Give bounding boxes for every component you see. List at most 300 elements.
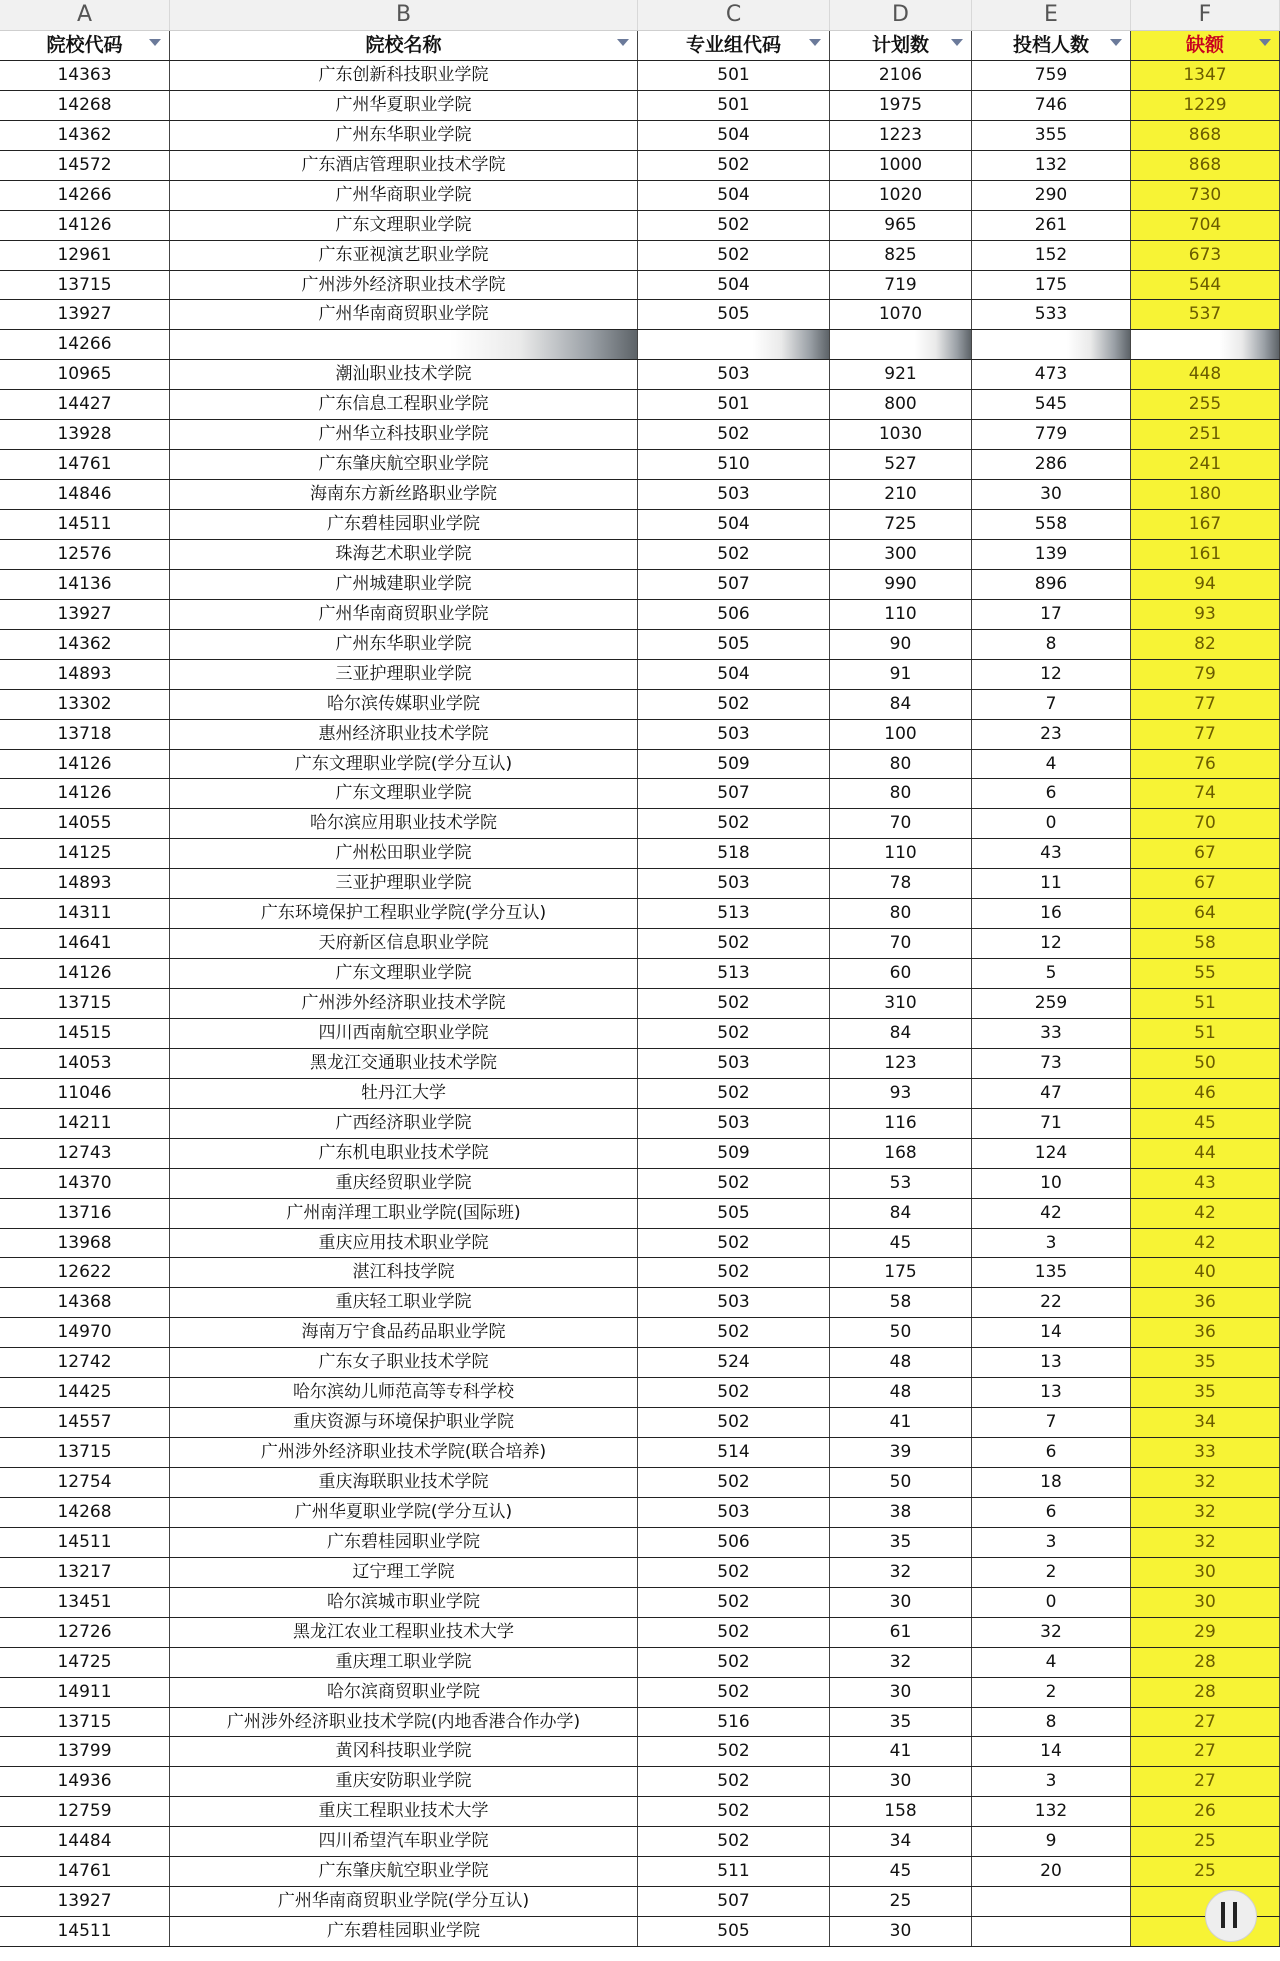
cell-shortage[interactable]: 36 (1131, 1318, 1280, 1347)
cell-school-code[interactable]: 13927 (0, 1887, 170, 1916)
cell-school-code[interactable]: 14511 (0, 1528, 170, 1557)
cell-shortage[interactable]: 255 (1131, 390, 1280, 419)
cell-shortage[interactable] (1131, 330, 1280, 359)
cell-group-code[interactable]: 504 (638, 660, 830, 689)
cell-submitted-count[interactable]: 132 (972, 1797, 1131, 1826)
cell-plan-count[interactable]: 84 (830, 1199, 972, 1228)
cell-group-code[interactable]: 509 (638, 1139, 830, 1168)
cell-shortage[interactable]: 76 (1131, 750, 1280, 779)
filter-dropdown-icon[interactable] (1110, 39, 1122, 46)
cell-group-code[interactable]: 502 (638, 1827, 830, 1856)
cell-plan-count[interactable]: 80 (830, 899, 972, 928)
cell-plan-count[interactable]: 41 (830, 1737, 972, 1766)
cell-group-code[interactable]: 505 (638, 1199, 830, 1228)
cell-school-name[interactable]: 广州华夏职业学院(学分互认) (170, 1498, 638, 1527)
cell-submitted-count[interactable]: 43 (972, 839, 1131, 868)
cell-group-code[interactable]: 502 (638, 1618, 830, 1647)
cell-shortage[interactable]: 33 (1131, 1438, 1280, 1467)
cell-submitted-count[interactable]: 42 (972, 1199, 1131, 1228)
cell-shortage[interactable]: 55 (1131, 959, 1280, 988)
cell-submitted-count[interactable]: 22 (972, 1288, 1131, 1317)
cell-group-code[interactable] (638, 330, 830, 359)
cell-group-code[interactable]: 503 (638, 1288, 830, 1317)
cell-plan-count[interactable]: 35 (830, 1708, 972, 1737)
cell-school-name[interactable]: 广州松田职业学院 (170, 839, 638, 868)
cell-school-code[interactable]: 14761 (0, 1857, 170, 1886)
cell-plan-count[interactable]: 41 (830, 1408, 972, 1437)
cell-shortage[interactable]: 51 (1131, 1019, 1280, 1048)
cell-plan-count[interactable]: 30 (830, 1588, 972, 1617)
cell-shortage[interactable]: 51 (1131, 989, 1280, 1018)
cell-shortage[interactable]: 704 (1131, 211, 1280, 240)
cell-submitted-count[interactable]: 23 (972, 720, 1131, 749)
cell-shortage[interactable]: 180 (1131, 480, 1280, 509)
cell-school-code[interactable]: 14211 (0, 1109, 170, 1138)
cell-shortage[interactable]: 28 (1131, 1648, 1280, 1677)
cell-plan-count[interactable]: 1020 (830, 181, 972, 210)
filter-dropdown-icon[interactable] (617, 39, 629, 46)
cell-school-code[interactable]: 12759 (0, 1797, 170, 1826)
cell-school-code[interactable]: 14970 (0, 1318, 170, 1347)
cell-shortage[interactable]: 77 (1131, 720, 1280, 749)
cell-submitted-count[interactable] (972, 1887, 1131, 1916)
cell-plan-count[interactable] (830, 330, 972, 359)
cell-school-code[interactable]: 13927 (0, 300, 170, 329)
cell-school-name[interactable]: 哈尔滨商贸职业学院 (170, 1678, 638, 1707)
cell-shortage[interactable]: 79 (1131, 660, 1280, 689)
cell-group-code[interactable]: 504 (638, 121, 830, 150)
cell-submitted-count[interactable]: 8 (972, 1708, 1131, 1737)
cell-school-code[interactable]: 14641 (0, 929, 170, 958)
cell-shortage[interactable]: 67 (1131, 839, 1280, 868)
cell-group-code[interactable]: 502 (638, 1169, 830, 1198)
cell-group-code[interactable]: 507 (638, 570, 830, 599)
cell-school-name[interactable]: 广东酒店管理职业技术学院 (170, 151, 638, 180)
cell-submitted-count[interactable]: 558 (972, 510, 1131, 539)
cell-submitted-count[interactable]: 779 (972, 420, 1131, 449)
cell-shortage[interactable]: 82 (1131, 630, 1280, 659)
cell-submitted-count[interactable]: 12 (972, 929, 1131, 958)
cell-submitted-count[interactable]: 73 (972, 1049, 1131, 1078)
cell-group-code[interactable]: 506 (638, 600, 830, 629)
cell-school-name[interactable]: 天府新区信息职业学院 (170, 929, 638, 958)
cell-school-name[interactable]: 广州华夏职业学院 (170, 91, 638, 120)
cell-school-name[interactable]: 黄冈科技职业学院 (170, 1737, 638, 1766)
cell-submitted-count[interactable]: 473 (972, 360, 1131, 389)
cell-plan-count[interactable]: 45 (830, 1229, 972, 1258)
cell-group-code[interactable]: 502 (638, 1378, 830, 1407)
cell-school-name[interactable]: 广东肇庆航空职业学院 (170, 450, 638, 479)
cell-school-name[interactable]: 三亚护理职业学院 (170, 660, 638, 689)
cell-shortage[interactable]: 537 (1131, 300, 1280, 329)
cell-school-code[interactable]: 13451 (0, 1588, 170, 1617)
cell-submitted-count[interactable]: 6 (972, 1438, 1131, 1467)
cell-submitted-count[interactable]: 746 (972, 91, 1131, 120)
cell-plan-count[interactable]: 50 (830, 1318, 972, 1347)
cell-shortage[interactable]: 77 (1131, 690, 1280, 719)
cell-plan-count[interactable]: 90 (830, 630, 972, 659)
cell-school-code[interactable]: 12622 (0, 1258, 170, 1287)
cell-school-name[interactable]: 广东机电职业技术学院 (170, 1139, 638, 1168)
cell-submitted-count[interactable]: 2 (972, 1558, 1131, 1587)
cell-group-code[interactable]: 502 (638, 1229, 830, 1258)
cell-shortage[interactable]: 43 (1131, 1169, 1280, 1198)
cell-submitted-count[interactable]: 3 (972, 1528, 1131, 1557)
cell-plan-count[interactable]: 39 (830, 1438, 972, 1467)
cell-plan-count[interactable]: 60 (830, 959, 972, 988)
cell-school-code[interactable]: 14266 (0, 330, 170, 359)
cell-plan-count[interactable]: 825 (830, 241, 972, 270)
cell-school-code[interactable]: 14557 (0, 1408, 170, 1437)
cell-plan-count[interactable]: 32 (830, 1558, 972, 1587)
cell-submitted-count[interactable] (972, 330, 1131, 359)
cell-shortage[interactable]: 868 (1131, 151, 1280, 180)
header-school-name[interactable] (170, 31, 638, 60)
cell-school-name[interactable]: 广东文理职业学院(学分互认) (170, 750, 638, 779)
cell-group-code[interactable]: 503 (638, 1109, 830, 1138)
cell-submitted-count[interactable]: 261 (972, 211, 1131, 240)
cell-plan-count[interactable]: 50 (830, 1468, 972, 1497)
cell-school-code[interactable]: 14125 (0, 839, 170, 868)
cell-shortage[interactable]: 167 (1131, 510, 1280, 539)
cell-school-name[interactable]: 惠州经济职业技术学院 (170, 720, 638, 749)
cell-plan-count[interactable]: 34 (830, 1827, 972, 1856)
cell-plan-count[interactable]: 175 (830, 1258, 972, 1287)
cell-school-code[interactable]: 14515 (0, 1019, 170, 1048)
cell-shortage[interactable]: 26 (1131, 1797, 1280, 1826)
cell-school-name[interactable]: 四川希望汽车职业学院 (170, 1827, 638, 1856)
cell-school-name[interactable]: 广州涉外经济职业技术学院(联合培养) (170, 1438, 638, 1467)
cell-group-code[interactable]: 503 (638, 1049, 830, 1078)
cell-school-name[interactable]: 广州东华职业学院 (170, 630, 638, 659)
cell-submitted-count[interactable]: 32 (972, 1618, 1131, 1647)
cell-group-code[interactable]: 505 (638, 300, 830, 329)
cell-shortage[interactable]: 241 (1131, 450, 1280, 479)
cell-school-name[interactable]: 广东亚视演艺职业学院 (170, 241, 638, 270)
cell-submitted-count[interactable]: 545 (972, 390, 1131, 419)
cell-school-name[interactable]: 广州华南商贸职业学院 (170, 300, 638, 329)
cell-school-code[interactable]: 12961 (0, 241, 170, 270)
cell-submitted-count[interactable]: 4 (972, 750, 1131, 779)
cell-school-name[interactable]: 广州东华职业学院 (170, 121, 638, 150)
cell-school-code[interactable]: 14370 (0, 1169, 170, 1198)
cell-shortage[interactable]: 27 (1131, 1708, 1280, 1737)
cell-school-name[interactable]: 重庆工程职业技术大学 (170, 1797, 638, 1826)
cell-submitted-count[interactable]: 286 (972, 450, 1131, 479)
cell-group-code[interactable]: 502 (638, 1468, 830, 1497)
cell-school-name[interactable]: 广州华南商贸职业学院(学分互认) (170, 1887, 638, 1916)
cell-plan-count[interactable]: 61 (830, 1618, 972, 1647)
cell-shortage[interactable]: 161 (1131, 540, 1280, 569)
cell-plan-count[interactable]: 35 (830, 1528, 972, 1557)
cell-school-code[interactable]: 10965 (0, 360, 170, 389)
cell-plan-count[interactable]: 32 (830, 1648, 972, 1677)
cell-submitted-count[interactable]: 9 (972, 1827, 1131, 1856)
cell-plan-count[interactable]: 25 (830, 1887, 972, 1916)
cell-group-code[interactable]: 502 (638, 1558, 830, 1587)
cell-submitted-count[interactable]: 0 (972, 1588, 1131, 1617)
cell-group-code[interactable]: 503 (638, 480, 830, 509)
cell-shortage[interactable]: 544 (1131, 271, 1280, 300)
cell-group-code[interactable]: 503 (638, 1498, 830, 1527)
cell-plan-count[interactable]: 78 (830, 869, 972, 898)
cell-shortage[interactable]: 35 (1131, 1348, 1280, 1377)
cell-school-name[interactable]: 珠海艺术职业学院 (170, 540, 638, 569)
cell-submitted-count[interactable]: 10 (972, 1169, 1131, 1198)
cell-plan-count[interactable]: 30 (830, 1767, 972, 1796)
cell-school-name[interactable]: 黑龙江农业工程职业技术大学 (170, 1618, 638, 1647)
cell-school-code[interactable]: 14268 (0, 91, 170, 120)
cell-school-name[interactable]: 广东女子职业技术学院 (170, 1348, 638, 1377)
cell-school-code[interactable]: 13968 (0, 1229, 170, 1258)
cell-plan-count[interactable]: 210 (830, 480, 972, 509)
cell-submitted-count[interactable]: 259 (972, 989, 1131, 1018)
cell-shortage[interactable]: 673 (1131, 241, 1280, 270)
cell-shortage[interactable]: 50 (1131, 1049, 1280, 1078)
cell-submitted-count[interactable]: 6 (972, 779, 1131, 808)
cell-submitted-count[interactable]: 33 (972, 1019, 1131, 1048)
cell-submitted-count[interactable]: 0 (972, 809, 1131, 838)
cell-plan-count[interactable]: 45 (830, 1857, 972, 1886)
cell-plan-count[interactable]: 990 (830, 570, 972, 599)
cell-shortage[interactable]: 1347 (1131, 61, 1280, 90)
cell-school-name[interactable]: 湛江科技学院 (170, 1258, 638, 1287)
cell-submitted-count[interactable]: 8 (972, 630, 1131, 659)
cell-plan-count[interactable]: 93 (830, 1079, 972, 1108)
cell-shortage[interactable]: 32 (1131, 1468, 1280, 1497)
cell-school-code[interactable]: 14053 (0, 1049, 170, 1078)
cell-group-code[interactable]: 502 (638, 1797, 830, 1826)
cell-group-code[interactable]: 510 (638, 450, 830, 479)
cell-submitted-count[interactable]: 17 (972, 600, 1131, 629)
cell-group-code[interactable]: 504 (638, 181, 830, 210)
cell-group-code[interactable]: 501 (638, 61, 830, 90)
cell-school-code[interactable]: 13716 (0, 1199, 170, 1228)
cell-plan-count[interactable]: 1070 (830, 300, 972, 329)
cell-group-code[interactable]: 514 (638, 1438, 830, 1467)
cell-shortage[interactable]: 94 (1131, 570, 1280, 599)
cell-group-code[interactable]: 505 (638, 630, 830, 659)
cell-plan-count[interactable]: 1223 (830, 121, 972, 150)
cell-shortage[interactable]: 64 (1131, 899, 1280, 928)
cell-school-name[interactable]: 广东环境保护工程职业学院(学分互认) (170, 899, 638, 928)
filter-dropdown-icon[interactable] (149, 39, 161, 46)
cell-plan-count[interactable]: 527 (830, 450, 972, 479)
cell-shortage[interactable]: 251 (1131, 420, 1280, 449)
cell-school-name[interactable]: 广州华立科技职业学院 (170, 420, 638, 449)
cell-plan-count[interactable]: 100 (830, 720, 972, 749)
cell-shortage[interactable]: 70 (1131, 809, 1280, 838)
cell-shortage[interactable]: 30 (1131, 1588, 1280, 1617)
cell-submitted-count[interactable]: 124 (972, 1139, 1131, 1168)
cell-submitted-count[interactable]: 13 (972, 1348, 1131, 1377)
cell-school-code[interactable]: 13715 (0, 1438, 170, 1467)
cell-plan-count[interactable]: 158 (830, 1797, 972, 1826)
cell-plan-count[interactable]: 1000 (830, 151, 972, 180)
cell-shortage[interactable]: 28 (1131, 1678, 1280, 1707)
cell-school-code[interactable]: 14893 (0, 869, 170, 898)
cell-school-name[interactable]: 重庆轻工职业学院 (170, 1288, 638, 1317)
cell-school-code[interactable]: 14893 (0, 660, 170, 689)
cell-school-code[interactable]: 14936 (0, 1767, 170, 1796)
cell-school-name[interactable]: 广州城建职业学院 (170, 570, 638, 599)
cell-school-code[interactable]: 14725 (0, 1648, 170, 1677)
cell-school-code[interactable]: 14368 (0, 1288, 170, 1317)
cell-plan-count[interactable]: 70 (830, 929, 972, 958)
cell-group-code[interactable]: 502 (638, 1408, 830, 1437)
cell-submitted-count[interactable]: 16 (972, 899, 1131, 928)
cell-school-name[interactable]: 广州华南商贸职业学院 (170, 600, 638, 629)
cell-school-name[interactable]: 广东文理职业学院 (170, 779, 638, 808)
cell-group-code[interactable]: 504 (638, 271, 830, 300)
cell-school-name[interactable]: 广州涉外经济职业技术学院 (170, 989, 638, 1018)
cell-shortage[interactable]: 46 (1131, 1079, 1280, 1108)
cell-school-name[interactable]: 重庆安防职业学院 (170, 1767, 638, 1796)
cell-plan-count[interactable]: 38 (830, 1498, 972, 1527)
column-letter-d[interactable]: D (830, 0, 972, 30)
filter-dropdown-icon[interactable] (809, 39, 821, 46)
cell-school-name[interactable]: 四川西南航空职业学院 (170, 1019, 638, 1048)
cell-group-code[interactable]: 502 (638, 929, 830, 958)
cell-plan-count[interactable]: 168 (830, 1139, 972, 1168)
header-school-code[interactable] (0, 31, 170, 60)
cell-submitted-count[interactable]: 533 (972, 300, 1131, 329)
cell-school-code[interactable]: 11046 (0, 1079, 170, 1108)
cell-shortage[interactable]: 868 (1131, 121, 1280, 150)
cell-submitted-count[interactable]: 7 (972, 690, 1131, 719)
cell-plan-count[interactable]: 80 (830, 779, 972, 808)
floating-overlay-button[interactable] (1205, 1890, 1275, 1945)
cell-shortage[interactable]: 27 (1131, 1767, 1280, 1796)
cell-school-name[interactable]: 广东肇庆航空职业学院 (170, 1857, 638, 1886)
cell-school-code[interactable]: 14363 (0, 61, 170, 90)
cell-school-name[interactable]: 广东文理职业学院 (170, 211, 638, 240)
cell-group-code[interactable]: 516 (638, 1708, 830, 1737)
cell-shortage[interactable]: 1229 (1131, 91, 1280, 120)
cell-submitted-count[interactable]: 7 (972, 1408, 1131, 1437)
cell-school-code[interactable]: 13715 (0, 271, 170, 300)
cell-plan-count[interactable]: 58 (830, 1288, 972, 1317)
column-letter-b[interactable]: B (170, 0, 638, 30)
cell-group-code[interactable]: 502 (638, 1737, 830, 1766)
cell-submitted-count[interactable]: 12 (972, 660, 1131, 689)
cell-group-code[interactable]: 518 (638, 839, 830, 868)
cell-school-code[interactable]: 14511 (0, 510, 170, 539)
cell-submitted-count[interactable]: 2 (972, 1678, 1131, 1707)
cell-school-name[interactable]: 重庆理工职业学院 (170, 1648, 638, 1677)
cell-submitted-count[interactable]: 290 (972, 181, 1131, 210)
cell-submitted-count[interactable]: 175 (972, 271, 1131, 300)
header-group-code[interactable] (638, 31, 830, 60)
cell-group-code[interactable]: 513 (638, 899, 830, 928)
cell-plan-count[interactable]: 965 (830, 211, 972, 240)
cell-group-code[interactable]: 509 (638, 750, 830, 779)
cell-school-name[interactable]: 广东碧桂园职业学院 (170, 1528, 638, 1557)
cell-school-name[interactable]: 海南万宁食品药品职业学院 (170, 1318, 638, 1347)
cell-group-code[interactable]: 502 (638, 690, 830, 719)
cell-shortage[interactable]: 35 (1131, 1378, 1280, 1407)
cell-group-code[interactable]: 503 (638, 360, 830, 389)
cell-school-code[interactable]: 14362 (0, 630, 170, 659)
filter-dropdown-icon[interactable] (1259, 39, 1271, 46)
cell-plan-count[interactable]: 70 (830, 809, 972, 838)
cell-school-code[interactable]: 13302 (0, 690, 170, 719)
cell-school-name[interactable]: 广东碧桂园职业学院 (170, 1917, 638, 1946)
cell-plan-count[interactable]: 110 (830, 839, 972, 868)
cell-group-code[interactable]: 505 (638, 1917, 830, 1946)
cell-school-name[interactable]: 牡丹江大学 (170, 1079, 638, 1108)
cell-school-code[interactable]: 14425 (0, 1378, 170, 1407)
cell-plan-count[interactable]: 80 (830, 750, 972, 779)
column-letter-c[interactable]: C (638, 0, 830, 30)
cell-submitted-count[interactable]: 135 (972, 1258, 1131, 1287)
cell-group-code[interactable]: 503 (638, 720, 830, 749)
cell-submitted-count[interactable] (972, 1917, 1131, 1946)
cell-shortage[interactable]: 32 (1131, 1528, 1280, 1557)
cell-school-code[interactable]: 12754 (0, 1468, 170, 1497)
cell-shortage[interactable]: 25 (1131, 1857, 1280, 1886)
cell-group-code[interactable]: 504 (638, 510, 830, 539)
cell-submitted-count[interactable]: 3 (972, 1229, 1131, 1258)
cell-group-code[interactable]: 507 (638, 1887, 830, 1916)
cell-school-code[interactable]: 14846 (0, 480, 170, 509)
cell-school-code[interactable]: 14911 (0, 1678, 170, 1707)
cell-group-code[interactable]: 501 (638, 91, 830, 120)
cell-plan-count[interactable]: 2106 (830, 61, 972, 90)
cell-group-code[interactable]: 502 (638, 1079, 830, 1108)
cell-school-code[interactable]: 13718 (0, 720, 170, 749)
cell-shortage[interactable]: 34 (1131, 1408, 1280, 1437)
cell-submitted-count[interactable]: 759 (972, 61, 1131, 90)
cell-school-name[interactable]: 重庆经贸职业学院 (170, 1169, 638, 1198)
cell-plan-count[interactable]: 30 (830, 1917, 972, 1946)
cell-school-code[interactable]: 14126 (0, 211, 170, 240)
cell-school-code[interactable]: 14136 (0, 570, 170, 599)
cell-school-code[interactable]: 12743 (0, 1139, 170, 1168)
cell-shortage[interactable]: 42 (1131, 1199, 1280, 1228)
cell-school-name[interactable]: 潮汕职业技术学院 (170, 360, 638, 389)
cell-submitted-count[interactable]: 71 (972, 1109, 1131, 1138)
cell-shortage[interactable]: 42 (1131, 1229, 1280, 1258)
cell-group-code[interactable]: 513 (638, 959, 830, 988)
cell-shortage[interactable]: 44 (1131, 1139, 1280, 1168)
cell-school-name[interactable]: 哈尔滨幼儿师范高等专科学校 (170, 1378, 638, 1407)
cell-group-code[interactable]: 502 (638, 989, 830, 1018)
cell-school-name[interactable]: 广东文理职业学院 (170, 959, 638, 988)
cell-shortage[interactable]: 730 (1131, 181, 1280, 210)
cell-school-name[interactable] (170, 330, 638, 359)
cell-school-code[interactable]: 14427 (0, 390, 170, 419)
cell-submitted-count[interactable]: 14 (972, 1737, 1131, 1766)
cell-plan-count[interactable]: 1975 (830, 91, 972, 120)
cell-plan-count[interactable]: 30 (830, 1678, 972, 1707)
cell-school-name[interactable]: 辽宁理工学院 (170, 1558, 638, 1587)
cell-submitted-count[interactable]: 152 (972, 241, 1131, 270)
cell-school-name[interactable]: 广州南洋理工职业学院(国际班) (170, 1199, 638, 1228)
cell-group-code[interactable]: 502 (638, 1258, 830, 1287)
cell-submitted-count[interactable]: 132 (972, 151, 1131, 180)
cell-school-code[interactable]: 13927 (0, 600, 170, 629)
cell-school-code[interactable]: 13928 (0, 420, 170, 449)
cell-school-code[interactable]: 13217 (0, 1558, 170, 1587)
cell-shortage[interactable]: 40 (1131, 1258, 1280, 1287)
cell-shortage[interactable]: 448 (1131, 360, 1280, 389)
cell-shortage[interactable]: 25 (1131, 1827, 1280, 1856)
cell-group-code[interactable]: 502 (638, 151, 830, 180)
header-shortage[interactable] (1131, 31, 1280, 60)
cell-submitted-count[interactable]: 139 (972, 540, 1131, 569)
cell-submitted-count[interactable]: 4 (972, 1648, 1131, 1677)
